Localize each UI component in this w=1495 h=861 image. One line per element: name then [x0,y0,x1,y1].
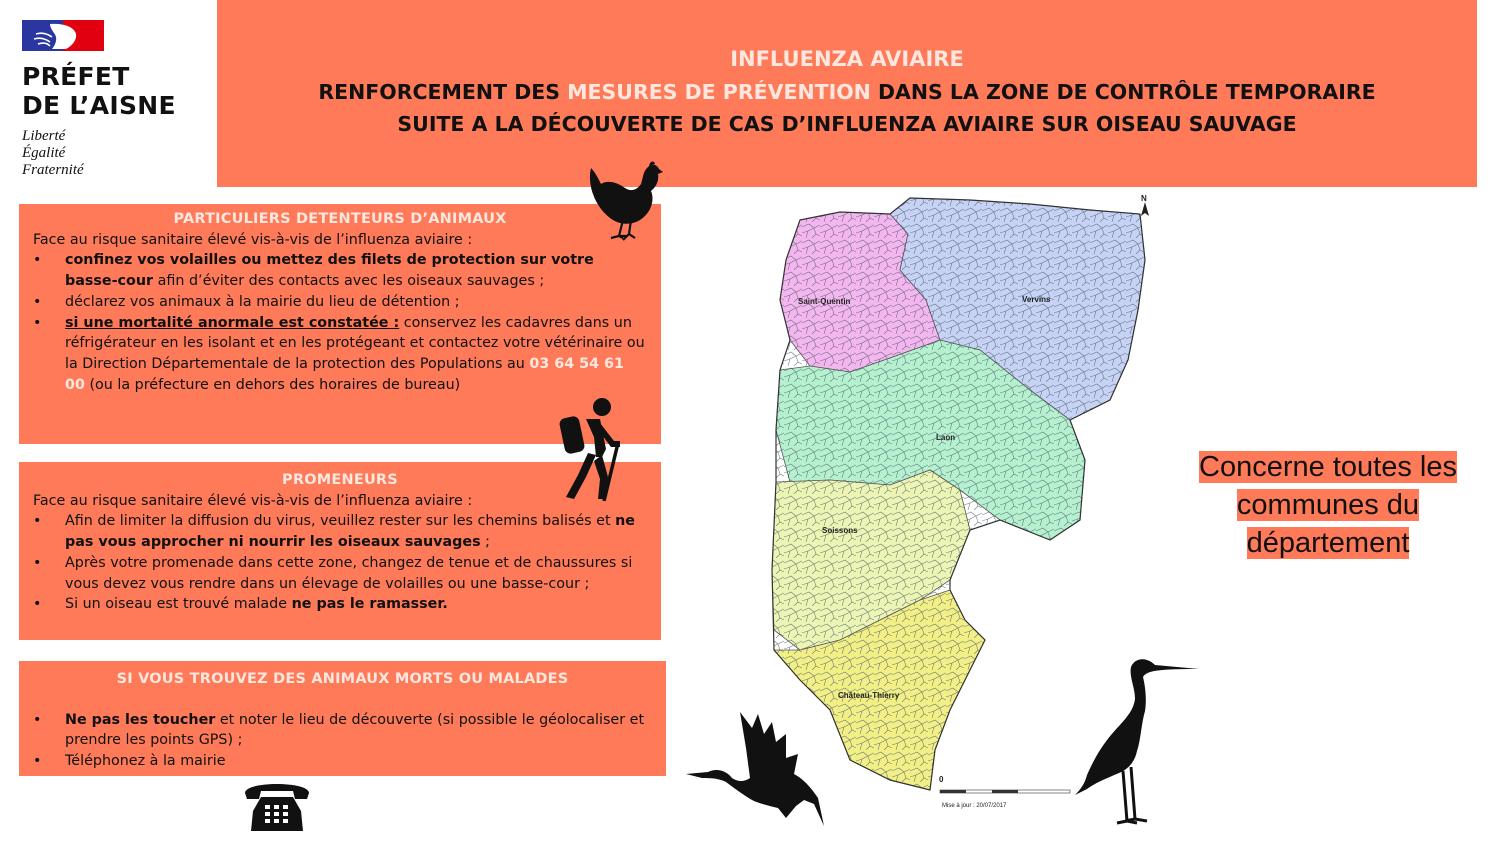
header-subtitle-highlight: MESURES DE PRÉVENTION [567,80,871,104]
list-item [33,553,647,594]
list-item-text: déclarez vos animaux à la mairie du lieu de détention ; [65,293,460,310]
panel-animaux-morts-list [33,710,652,772]
motto-liberte: Liberté [22,128,66,144]
panel-particuliers-title: PARTICULIERS DETENTEURS D’ANIMAUX [173,211,507,227]
motto-fraternite: Fraternité [22,162,84,178]
list-item-bold: ne pas le ramasser. [291,596,448,613]
header-title: INFLUENZA AVIAIRE [730,47,964,71]
list-item [33,594,647,615]
telephone-icon [241,777,313,833]
list-item-bold: si une mortalité anormale est constatée : [65,314,400,331]
panel-promeneurs-intro: Face au risque sanitaire élevé vis-à-vis de l’influenza aviaire : [33,492,473,509]
heron-standing-icon [1075,655,1201,827]
list-item [33,250,647,291]
list-item [33,511,647,552]
phone-number: 03 64 54 61 00 [65,355,624,393]
list-item-bold: Ne pas les toucher [65,711,216,728]
map-label-vervins: Vervins [1022,295,1051,304]
hiker-icon [556,397,626,501]
header-subtitle-line1 [217,80,1477,104]
list-item-text: (ou la préfecture en dehors des horaires de bureau) [84,376,461,393]
panel-promeneurs-list [33,511,647,615]
heron-flying-icon [686,708,826,830]
map-label-saint-quentin: Saint-Quentin [798,297,851,306]
list-item-text: Après votre promenade dans cette zone, changez de tenue et de chaussures si vous devez vous rendre dans un élevage de volailles ou une basse-cour ; [65,554,633,592]
prefecture-name [22,62,202,120]
concerne-note [1160,448,1495,562]
motto-egalite: Égalité [22,145,66,161]
concerne-text: Concerne toutes les communes du département [1199,451,1457,559]
map-update-date: Mise à jour : 20/07/2017 [942,803,1007,809]
list-item-text: Afin de limiter la diffusion du virus, veuillez rester sur les chemins balisés et [65,513,616,530]
header-subtitle-part-c: DANS LA ZONE DE CONTRÔLE TEMPORAIRE [870,80,1376,104]
prefecture-name-line1: PRÉFET [22,62,130,91]
header-banner [217,0,1477,187]
list-item-text: afin d’éviter des contacts avec les oiseaux sauvages ; [153,273,545,290]
list-item-bold: ne pas vous approcher ni nourrir les oiseaux sauvages [65,513,635,551]
panel-particuliers-list [33,250,647,395]
prefecture-name-line2: DE L’AISNE [22,91,176,120]
panel-animaux-morts-title: SI VOUS TROUVEZ DES ANIMAUX MORTS OU MALADES [116,671,569,687]
list-item-bold: confinez vos volailles ou mettez des filets de protection sur votre basse-cour [65,252,594,290]
north-label: N [1141,194,1147,203]
prefecture-logo [22,20,202,179]
list-item [33,313,647,396]
map-label-soissons: Soissons [822,526,858,535]
scale-zero-label: 0 [939,775,944,784]
map-label-chateau-thierry: Château-Thierry [838,691,900,700]
list-item-text: Si un oiseau est trouvé malade [65,596,292,613]
scale-bar [939,775,1070,809]
list-item-text: conservez les cadavres dans un réfrigérateur en les isolant et en les protégeant et contactez votre vétérinaire ou la Direction Départementale de la protection des Populations au [65,314,645,372]
marianne-flag-icon [22,20,104,51]
list-item [33,292,647,313]
map-label-laon: Laon [936,433,956,442]
panel-animaux-morts [19,661,666,776]
list-item-text: ; [480,534,490,551]
panel-promeneurs-title: PROMENEURS [282,472,398,488]
republic-motto [22,128,202,179]
list-item [33,751,652,772]
header-subtitle-part-a: RENFORCEMENT DES [318,80,568,104]
list-item-text: et noter le lieu de découverte (si possible le géolocaliser et prendre les points GPS) ; [65,711,645,749]
north-arrow-icon [1141,194,1149,216]
hen-icon [585,158,665,242]
panel-particuliers-intro: Face au risque sanitaire élevé vis-à-vis de l’influenza aviaire : [33,231,473,248]
list-item [33,710,652,751]
header-subtitle-line2: SUITE A LA DÉCOUVERTE DE CAS D’INFLUENZA AVIAIRE SUR OISEAU SAUVAGE [397,112,1297,136]
list-item-text: Téléphonez à la mairie [65,753,226,770]
